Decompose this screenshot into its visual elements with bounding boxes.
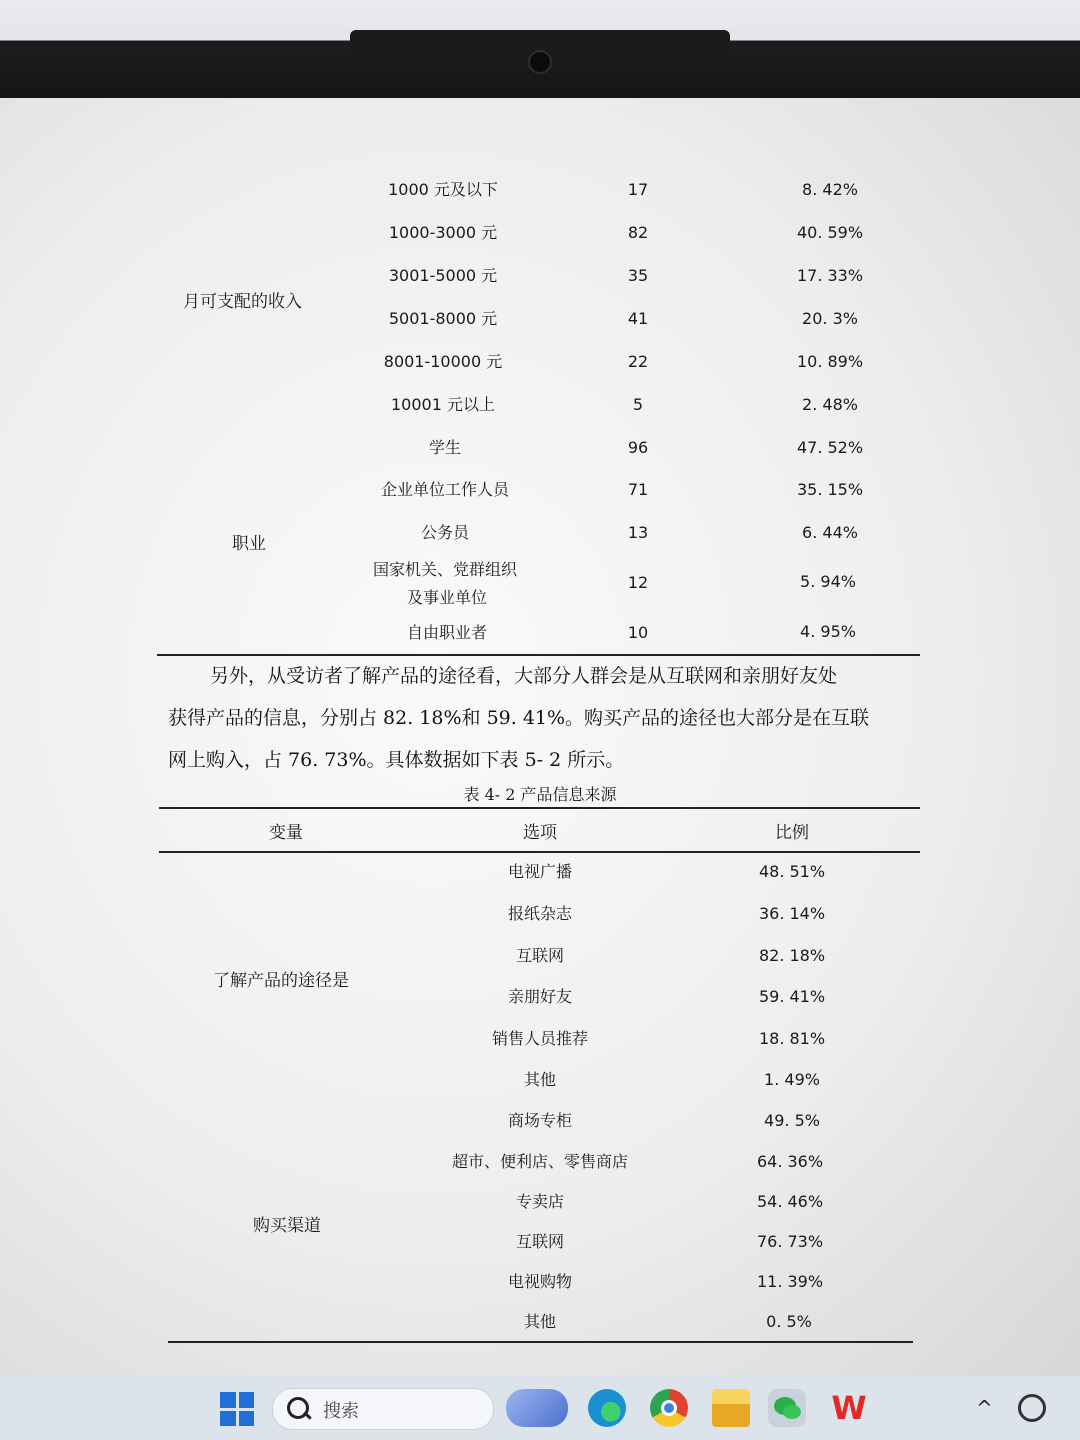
table1-option: 自由职业者 xyxy=(406,623,488,642)
table2-option: 电视广播 xyxy=(507,862,573,881)
table2-option: 互联网 xyxy=(515,1232,565,1251)
table1-option: 公务员 xyxy=(420,523,470,542)
table1-count: 5 xyxy=(632,395,644,414)
chevron-up-icon[interactable]: ^ xyxy=(976,1396,993,1420)
webcam xyxy=(528,50,552,74)
table1-percent: 5. 94% xyxy=(800,572,856,591)
body-paragraph xyxy=(168,655,928,781)
table2-option: 互联网 xyxy=(515,946,565,965)
table2-option: 商场专柜 xyxy=(507,1111,573,1130)
table1-variable-occupation: 职业 xyxy=(232,534,266,554)
table2-option: 专卖店 xyxy=(515,1192,565,1211)
table2-header-variable: 变量 xyxy=(269,823,303,843)
table2-option: 电视购物 xyxy=(507,1272,573,1291)
table1-count: 17 xyxy=(627,180,649,199)
table1-percent: 47. 52% xyxy=(796,438,864,457)
table1-option: 1000-3000 元 xyxy=(388,223,498,242)
table1-percent: 20. 3% xyxy=(802,309,858,328)
table1-option: 学生 xyxy=(428,438,462,457)
table1-percent: 6. 44% xyxy=(802,523,858,542)
table2-option: 其他 xyxy=(523,1312,557,1331)
table1-percent: 35. 15% xyxy=(796,480,864,499)
table2-ratio: 76. 73% xyxy=(756,1232,824,1251)
chrome-icon[interactable] xyxy=(650,1389,688,1427)
table2-option: 其他 xyxy=(523,1070,557,1089)
edge-icon[interactable] xyxy=(588,1389,626,1427)
start-button[interactable] xyxy=(220,1392,254,1426)
table2-top-rule xyxy=(159,807,920,809)
table2-option: 报纸杂志 xyxy=(507,904,573,923)
table1-percent: 4. 95% xyxy=(800,622,856,641)
table1-option: 企业单位工作人员 xyxy=(380,480,510,499)
taskbar xyxy=(0,1376,1080,1440)
table1-count: 96 xyxy=(627,438,649,457)
table2-ratio: 54. 46% xyxy=(756,1192,824,1211)
table1-count: 13 xyxy=(627,523,649,542)
table2-ratio: 48. 51% xyxy=(758,862,826,881)
paragraph-line: 获得产品的信息，分别占 82. 18%和 59. 41%。购买产品的途径也大部分是在互联 xyxy=(168,707,870,729)
table2-ratio: 64. 36% xyxy=(756,1152,824,1171)
table2-ratio: 82. 18% xyxy=(758,946,826,965)
document-page xyxy=(0,98,1080,1376)
table2-ratio: 36. 14% xyxy=(758,904,826,923)
table1-option: 3001-5000 元 xyxy=(388,266,498,285)
table1-percent: 40. 59% xyxy=(796,223,864,242)
table1-count: 10 xyxy=(627,623,649,642)
laptop-bezel xyxy=(0,0,1080,100)
table1-option-line: 国家机关、党群组织 xyxy=(372,560,518,579)
table1-count: 82 xyxy=(627,223,649,242)
table2-variable-awareness: 了解产品的途径是 xyxy=(213,971,349,991)
search-label: 搜索 xyxy=(323,1401,359,1422)
table2-ratio: 0. 5% xyxy=(766,1312,812,1331)
table1-option: 1000 元及以下 xyxy=(388,180,498,199)
wechat-icon[interactable] xyxy=(768,1389,806,1427)
wps-office-icon[interactable]: W xyxy=(831,1389,867,1427)
table2-header-option: 选项 xyxy=(523,823,557,843)
table2-option: 销售人员推荐 xyxy=(491,1029,589,1048)
table1-count: 35 xyxy=(627,266,649,285)
taskbar-search[interactable] xyxy=(272,1388,494,1430)
table1-count: 12 xyxy=(627,573,649,592)
table1-count: 71 xyxy=(627,480,649,499)
table1-percent: 10. 89% xyxy=(796,352,864,371)
table1-option: 10001 元以上 xyxy=(391,395,495,414)
file-explorer-icon[interactable] xyxy=(712,1389,750,1427)
table2-header-rule xyxy=(159,851,920,853)
table2-header-ratio: 比例 xyxy=(775,823,809,843)
table2-ratio: 18. 81% xyxy=(758,1029,826,1048)
widgets-icon[interactable] xyxy=(506,1389,568,1427)
table1-option: 5001-8000 元 xyxy=(388,309,498,328)
table2-caption: 表 4- 2 产品信息来源 xyxy=(463,785,617,804)
table2-option: 超市、便利店、零售商店 xyxy=(451,1152,629,1171)
table2-option: 亲朋好友 xyxy=(507,987,573,1006)
table1-percent: 8. 42% xyxy=(802,180,858,199)
table2-ratio: 49. 5% xyxy=(764,1111,820,1130)
table1-option: 8001-10000 元 xyxy=(383,352,503,371)
table2-variable-purchase: 购买渠道 xyxy=(253,1216,321,1236)
table1-count: 22 xyxy=(627,352,649,371)
table2-ratio: 11. 39% xyxy=(756,1272,824,1291)
table1-percent: 2. 48% xyxy=(802,395,858,414)
paragraph-line: 网上购入，占 76. 73%。具体数据如下表 5- 2 所示。 xyxy=(168,749,625,771)
table2-bottom-rule xyxy=(168,1341,913,1343)
table1-variable-income: 月可支配的收入 xyxy=(183,292,302,312)
windows-logo-icon xyxy=(220,1392,236,1408)
sync-icon[interactable] xyxy=(1018,1394,1046,1422)
document-viewer xyxy=(0,98,1080,1376)
table1-option-line: 及事业单位 xyxy=(406,588,488,607)
paragraph-line: 另外，从受访者了解产品的途径看，大部分人群会是从互联网和亲朋好友处 xyxy=(210,665,838,687)
table2-ratio: 59. 41% xyxy=(758,987,826,1006)
table1-percent: 17. 33% xyxy=(796,266,864,285)
table2-ratio: 1. 49% xyxy=(764,1070,820,1089)
table1-count: 41 xyxy=(627,309,649,328)
